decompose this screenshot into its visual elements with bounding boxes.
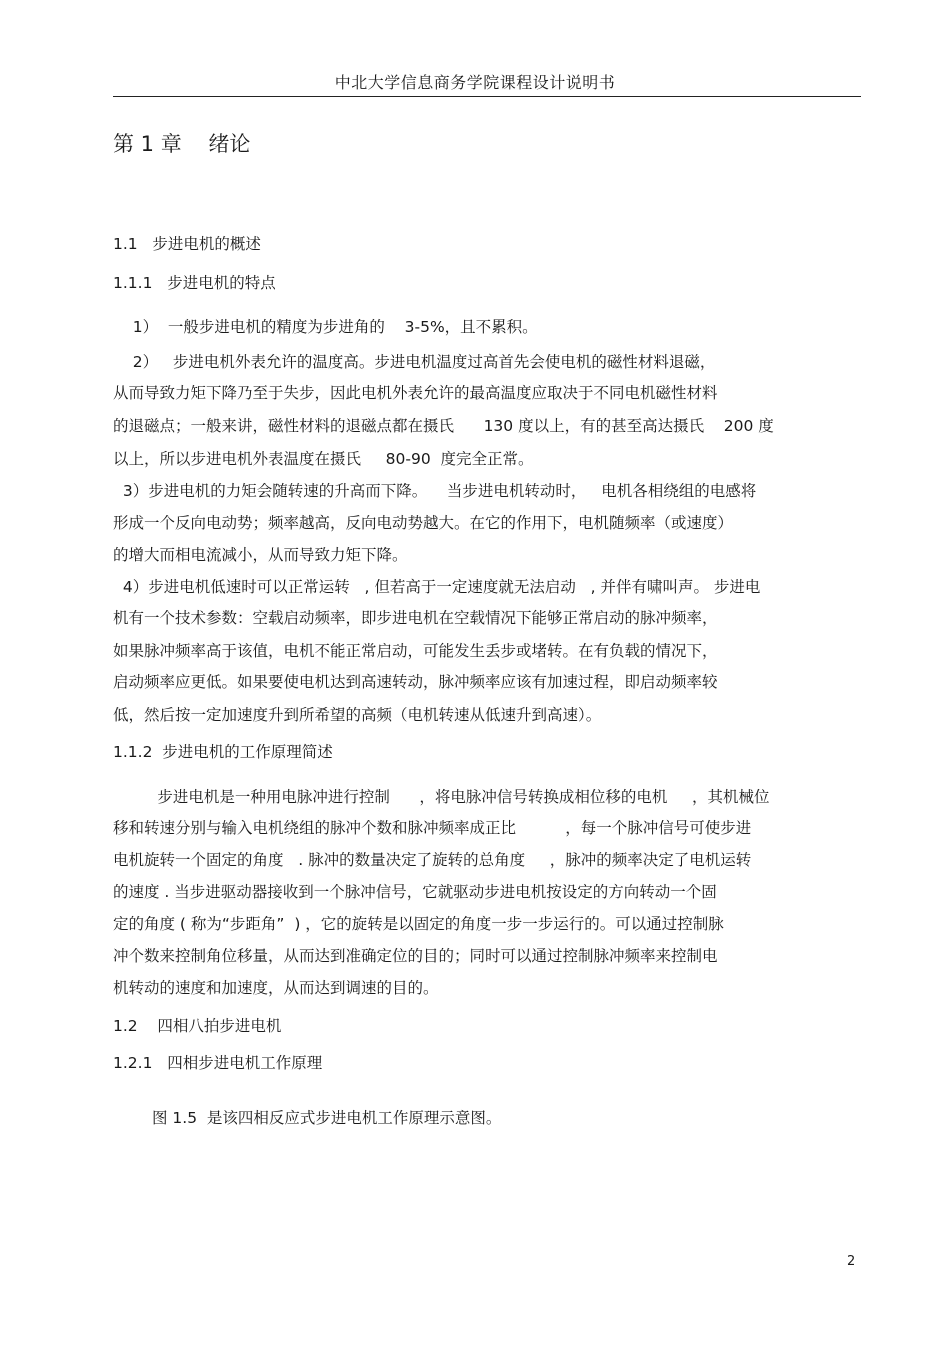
paragraph-line: 移和转速分别与输入电机绕组的脉冲个数和脉冲频率成正比 ，每一个脉冲信号可使步进 <box>113 819 752 837</box>
paragraph-line: 定的角度 ( 称为“步距角” ) ，它的旋转是以固定的角度一步一步运行的。可以通过控制脉 <box>113 915 724 933</box>
paragraph-line: 机转动的速度和加速度，从而达到调速的目的。 <box>113 979 439 997</box>
section-heading-1-2: 1.2 四相八拍步进电机 <box>113 1017 282 1035</box>
section-heading-1-1: 1.1 步进电机的概述 <box>113 235 261 253</box>
paragraph-line: 1） 一般步进电机的精度为步进角的 3-5%，且不累积。 <box>113 318 538 336</box>
paragraph-line: 的速度 . 当步进驱动器接收到一个脉冲信号，它就驱动步进电机按设定的方向转动一个固 <box>113 883 717 901</box>
header-divider <box>113 96 861 97</box>
paragraph-line: 4）步进电机低速时可以正常运转 , 但若高于一定速度就无法启动 , 并伴有啸叫声。 步进电 <box>113 578 761 596</box>
paragraph-line: 启动频率应更低。如果要使电机达到高速转动，脉冲频率应该有加速过程，即启动频率较 <box>113 673 718 691</box>
paragraph-line: 机有一个技术参数：空载启动频率，即步进电机在空载情况下能够正常启动的脉冲频率， <box>113 609 718 627</box>
running-header: 中北大学信息商务学院课程设计说明书 <box>334 73 616 92</box>
paragraph-line: 以上，所以步进电机外表温度在摄氏 80-90 度完全正常。 <box>113 450 534 468</box>
paragraph-line: 电机旋转一个固定的角度 . 脉冲的数量决定了旋转的总角度 ，脉冲的频率决定了电机运转 <box>113 851 752 869</box>
page-number: 2 <box>847 1254 856 1269</box>
paragraph-line: 的退磁点；一般来讲，磁性材料的退磁点都在摄氏 130 度以上，有的甚至高达摄氏 200 度 <box>113 417 774 435</box>
paragraph-line: 如果脉冲频率高于该值，电机不能正常启动，可能发生丢步或堵转。在有负载的情况下， <box>113 642 718 660</box>
chapter-title: 第 1 章 绪论 <box>113 132 251 156</box>
section-heading-1-1-2: 1.1.2 步进电机的工作原理简述 <box>113 743 333 761</box>
section-heading-1-2-1: 1.2.1 四相步进电机工作原理 <box>113 1054 323 1072</box>
paragraph-line: 的增大而相电流减小，从而导致力矩下降。 <box>113 546 408 564</box>
paragraph-line: 冲个数来控制角位移量，从而达到准确定位的目的；同时可以通过控制脉冲频率来控制电 <box>113 947 718 965</box>
paragraph-line: 形成一个反向电动势；频率越高，反向电动势越大。在它的作用下，电机随频率（或速度） <box>113 514 734 532</box>
paragraph-line: 2） 步进电机外表允许的温度高。步进电机温度过高首先会使电机的磁性材料退磁， <box>113 353 716 371</box>
paragraph-line: 从而导致力矩下降乃至于失步，因此电机外表允许的最高温度应取决于不同电机磁性材料 <box>113 384 718 402</box>
paragraph-line: 低，然后按一定加速度升到所希望的高频（电机转速从低速升到高速）。 <box>113 706 602 724</box>
paragraph-line: 步进电机是一种用电脉冲进行控制 ，将电脉冲信号转换成相位移的电机 ，其机械位 <box>113 788 770 806</box>
paragraph-line: 3）步进电机的力矩会随转速的升高而下降。 当步进电机转动时， 电机各相绕组的电感将 <box>113 482 757 500</box>
section-heading-1-1-1: 1.1.1 步进电机的特点 <box>113 274 276 292</box>
figure-reference-text: 图 1.5 是该四相反应式步进电机工作原理示意图。 <box>152 1109 502 1127</box>
